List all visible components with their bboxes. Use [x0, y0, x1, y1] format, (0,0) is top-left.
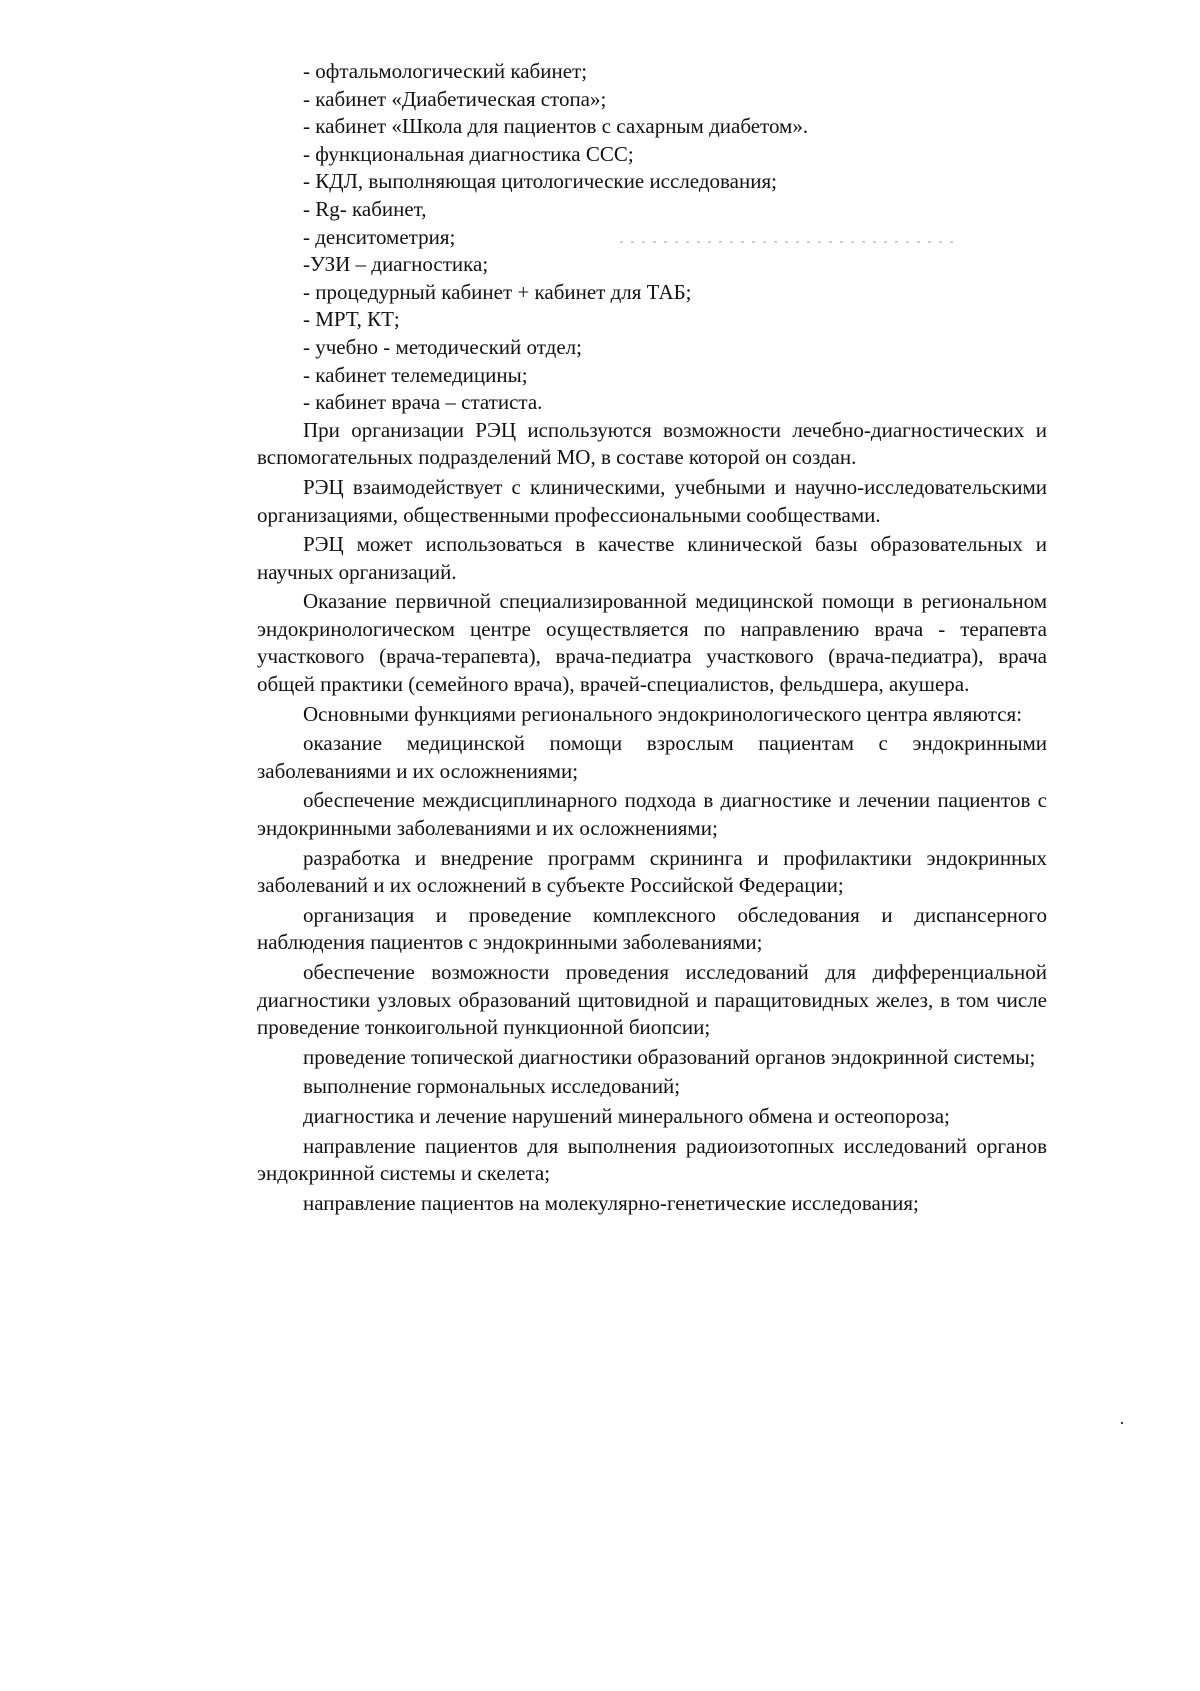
scan-artifact [620, 241, 960, 243]
function-item: разработка и внедрение программ скрининга и профилактики эндокринных заболеваний и их осложнений в субъекте Российской Федерации; [257, 845, 1047, 898]
list-item: - денситометрия; [303, 224, 456, 249]
list-item: - функциональная диагностика ССС; [303, 141, 634, 166]
function-item: выполнение гормональных исследований; [303, 1074, 681, 1099]
document-body [257, 58, 1047, 1217]
function-item: обеспечение междисциплинарного подхода в диагностике и лечении пациентов с эндокринными заболеваниями и их осложнениями; [257, 788, 1047, 841]
paragraph: Оказание первичной специализированной медицинской помощи в региональном эндокринологическом центре осуществляется по направлению врача - терапевта участкового (врача-терапевта), врача-педиатра участкового (врача-педиатра), врача общей практики (семейного врача), врачей-специалистов, фельдшера, акушера. [257, 589, 1047, 697]
paragraph: Основными функциями регионального эндокринологического центра являются: [303, 701, 1023, 726]
list-item: - МРТ, КТ; [303, 307, 400, 332]
function-item: направление пациентов для выполнения радиоизотопных исследований органов эндокринной системы и скелета; [257, 1133, 1047, 1186]
list-item: - кабинет телемедицины; [303, 362, 528, 387]
list-item: - кабинет «Школа для пациентов с сахарным диабетом». [303, 114, 809, 139]
paragraph: РЭЦ взаимодействует с клиническими, учебными и научно-исследовательскими организациями, общественными профессиональными сообществами. [257, 474, 1047, 527]
function-item: диагностика и лечение нарушений минерального обмена и остеопороза; [303, 1103, 950, 1128]
list-item: - офтальмологический кабинет; [303, 59, 588, 83]
list-item: -УЗИ – диагностика; [303, 252, 489, 277]
paragraph: РЭЦ может использоваться в качестве клинической базы образовательных и научных организаций. [257, 532, 1047, 584]
paragraph: При организации РЭЦ используются возможности лечебно-диагностических и вспомогательных подразделений МО, в составе которой он создан. [257, 417, 1047, 470]
list-item: - учебно - методический отдел; [303, 334, 582, 359]
list-item: - кабинет «Диабетическая стопа»; [303, 86, 607, 111]
list-item: - процедурный кабинет + кабинет для ТАБ; [303, 279, 692, 304]
function-item: направление пациентов на молекулярно-генетические исследования; [303, 1190, 919, 1215]
function-item: обеспечение возможности проведения исследований для дифференциальной диагностики узловых образований щитовидной и паращитовидных желез, в том числе проведение тонкоигольной пункционной биопсии; [257, 960, 1047, 1040]
scan-speck [1121, 1422, 1123, 1424]
list-item: - КДЛ, выполняющая цитологические исследования; [303, 169, 777, 194]
list-item: - Rg- кабинет, [303, 196, 427, 221]
list-item: - кабинет врача – статиста. [303, 390, 543, 415]
function-item: проведение топической диагностики образований органов эндокринной системы; [303, 1044, 1036, 1069]
function-item: организация и проведение комплексного обследования и диспансерного наблюдения пациентов с эндокринными заболеваниями; [257, 902, 1047, 955]
function-item: оказание медицинской помощи взрослым пациентам с эндокринными заболеваниями и их осложнениями; [257, 731, 1047, 783]
department-list [303, 58, 1047, 417]
